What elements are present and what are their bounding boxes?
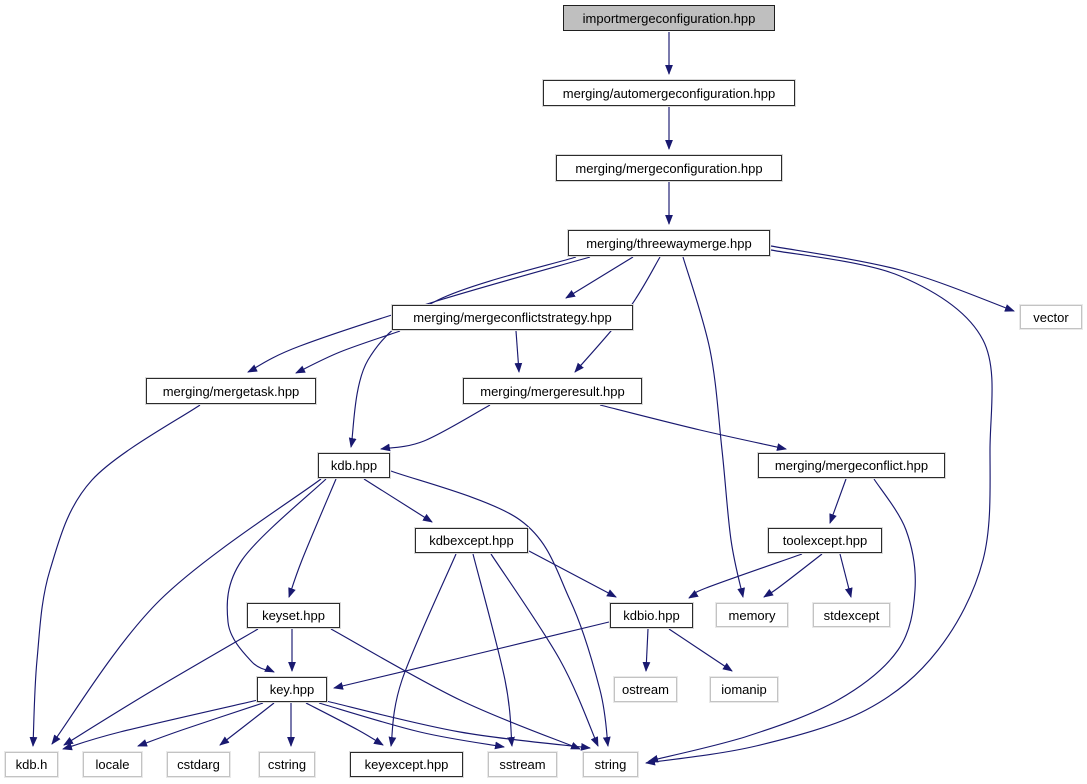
node-locale [83, 752, 142, 777]
edge-kdbexcept-to-kdbio [529, 551, 616, 597]
node-label: importmergeconfiguration.hpp [582, 10, 756, 26]
node-label: merging/automergeconfiguration.hpp [562, 85, 776, 101]
edge-keyhpp-to-cstdarg [220, 703, 274, 745]
edge-kdbio-to-iomanip [669, 629, 732, 671]
node-string [583, 752, 638, 777]
node-label: iomanip [721, 682, 767, 697]
edge-toolexcept-to-kdbio [689, 554, 802, 598]
node-label: keyexcept.hpp [364, 757, 449, 772]
node-label: kdb.h [15, 757, 48, 772]
node-mergeresult[interactable] [463, 378, 642, 404]
node-cstdarg [167, 752, 230, 777]
edge-threeway-to-strategy [566, 257, 633, 298]
node-label: merging/mergeconfiguration.hpp [575, 160, 763, 176]
node-toolexcept[interactable] [768, 528, 882, 553]
node-label: merging/mergeconflictstrategy.hpp [413, 310, 612, 325]
node-label: stdexcept [823, 607, 880, 623]
node-label: merging/threewaymerge.hpp [586, 235, 752, 251]
node-keyset[interactable] [247, 603, 340, 628]
node-threeway[interactable] [568, 230, 770, 256]
node-label: merging/mergeconflict.hpp [774, 458, 929, 473]
node-kdbhpp[interactable] [318, 453, 390, 478]
node-label: ostream [622, 682, 669, 697]
node-label: memory [728, 607, 776, 623]
edge-kdbhpp-to-string [391, 471, 608, 746]
node-auto[interactable] [543, 80, 795, 106]
edge-kdbio-to-keyhpp [334, 622, 609, 688]
edge-kdbexcept-to-keyexcept [391, 554, 456, 746]
node-label: string [594, 757, 627, 772]
node-mergeconfig[interactable] [556, 155, 782, 181]
node-label: locale [95, 757, 130, 772]
node-vector [1020, 305, 1082, 329]
node-keyexcept[interactable] [350, 752, 463, 777]
edge-mergetask-to-kdbh [33, 405, 200, 746]
edge-mergeconflict-to-toolexcept [830, 479, 846, 523]
edge-toolexcept-to-stdexcept [840, 554, 851, 597]
edge-strategy-to-mergeresult [516, 331, 519, 372]
node-label: sstream [499, 757, 546, 772]
edge-threeway-to-kdbhpp [351, 257, 576, 447]
node-iomanip [710, 677, 778, 702]
node-mergeconflict[interactable] [758, 453, 945, 478]
edge-mergeresult-to-mergeconflict [600, 405, 786, 449]
node-label: vector [1033, 309, 1069, 325]
node-label: keyset.hpp [262, 608, 325, 623]
node-keyhpp[interactable] [257, 677, 327, 702]
node-label: key.hpp [269, 682, 315, 697]
edge-keyhpp-to-keyexcept [306, 703, 383, 745]
edge-keyhpp-to-sstream [319, 703, 504, 747]
node-label: cstring [267, 757, 307, 772]
node-mergetask[interactable] [146, 378, 316, 404]
node-strategy[interactable] [392, 305, 633, 330]
node-label: kdb.hpp [330, 458, 378, 473]
node-stdexcept [813, 603, 890, 627]
node-kdbexcept[interactable] [415, 528, 528, 553]
edge-keyhpp-to-locale [138, 703, 263, 746]
node-cstring [259, 752, 315, 777]
edge-kdbexcept-to-string [491, 554, 598, 746]
edge-threeway-to-string [646, 250, 992, 763]
node-label: toolexcept.hpp [782, 533, 868, 548]
node-label: merging/mergetask.hpp [162, 383, 300, 399]
edge-mergeresult-to-kdbhpp [381, 405, 490, 449]
edge-keyset-to-kdbh [64, 629, 258, 745]
node-label: merging/mergeresult.hpp [480, 383, 625, 399]
node-sstream [488, 752, 557, 777]
edge-threeway-to-memory [683, 257, 743, 597]
edge-keyhpp-to-string [326, 701, 590, 748]
node-label: kdbexcept.hpp [429, 533, 514, 548]
node-label: cstdarg [177, 757, 220, 772]
node-ostream [614, 677, 677, 702]
node-kdbio[interactable] [610, 603, 693, 628]
edge-keyhpp-to-kdbh [63, 700, 258, 749]
edge-kdbhpp-to-keyhpp [227, 479, 326, 672]
node-memory [716, 603, 788, 627]
edge-kdbio-to-ostream [646, 629, 648, 671]
edge-kdbhpp-to-kdbexcept [364, 479, 432, 522]
node-label: kdbio.hpp [623, 608, 680, 623]
node-root [563, 5, 775, 31]
edge-toolexcept-to-memory [764, 554, 822, 597]
node-kdbh [5, 752, 58, 777]
